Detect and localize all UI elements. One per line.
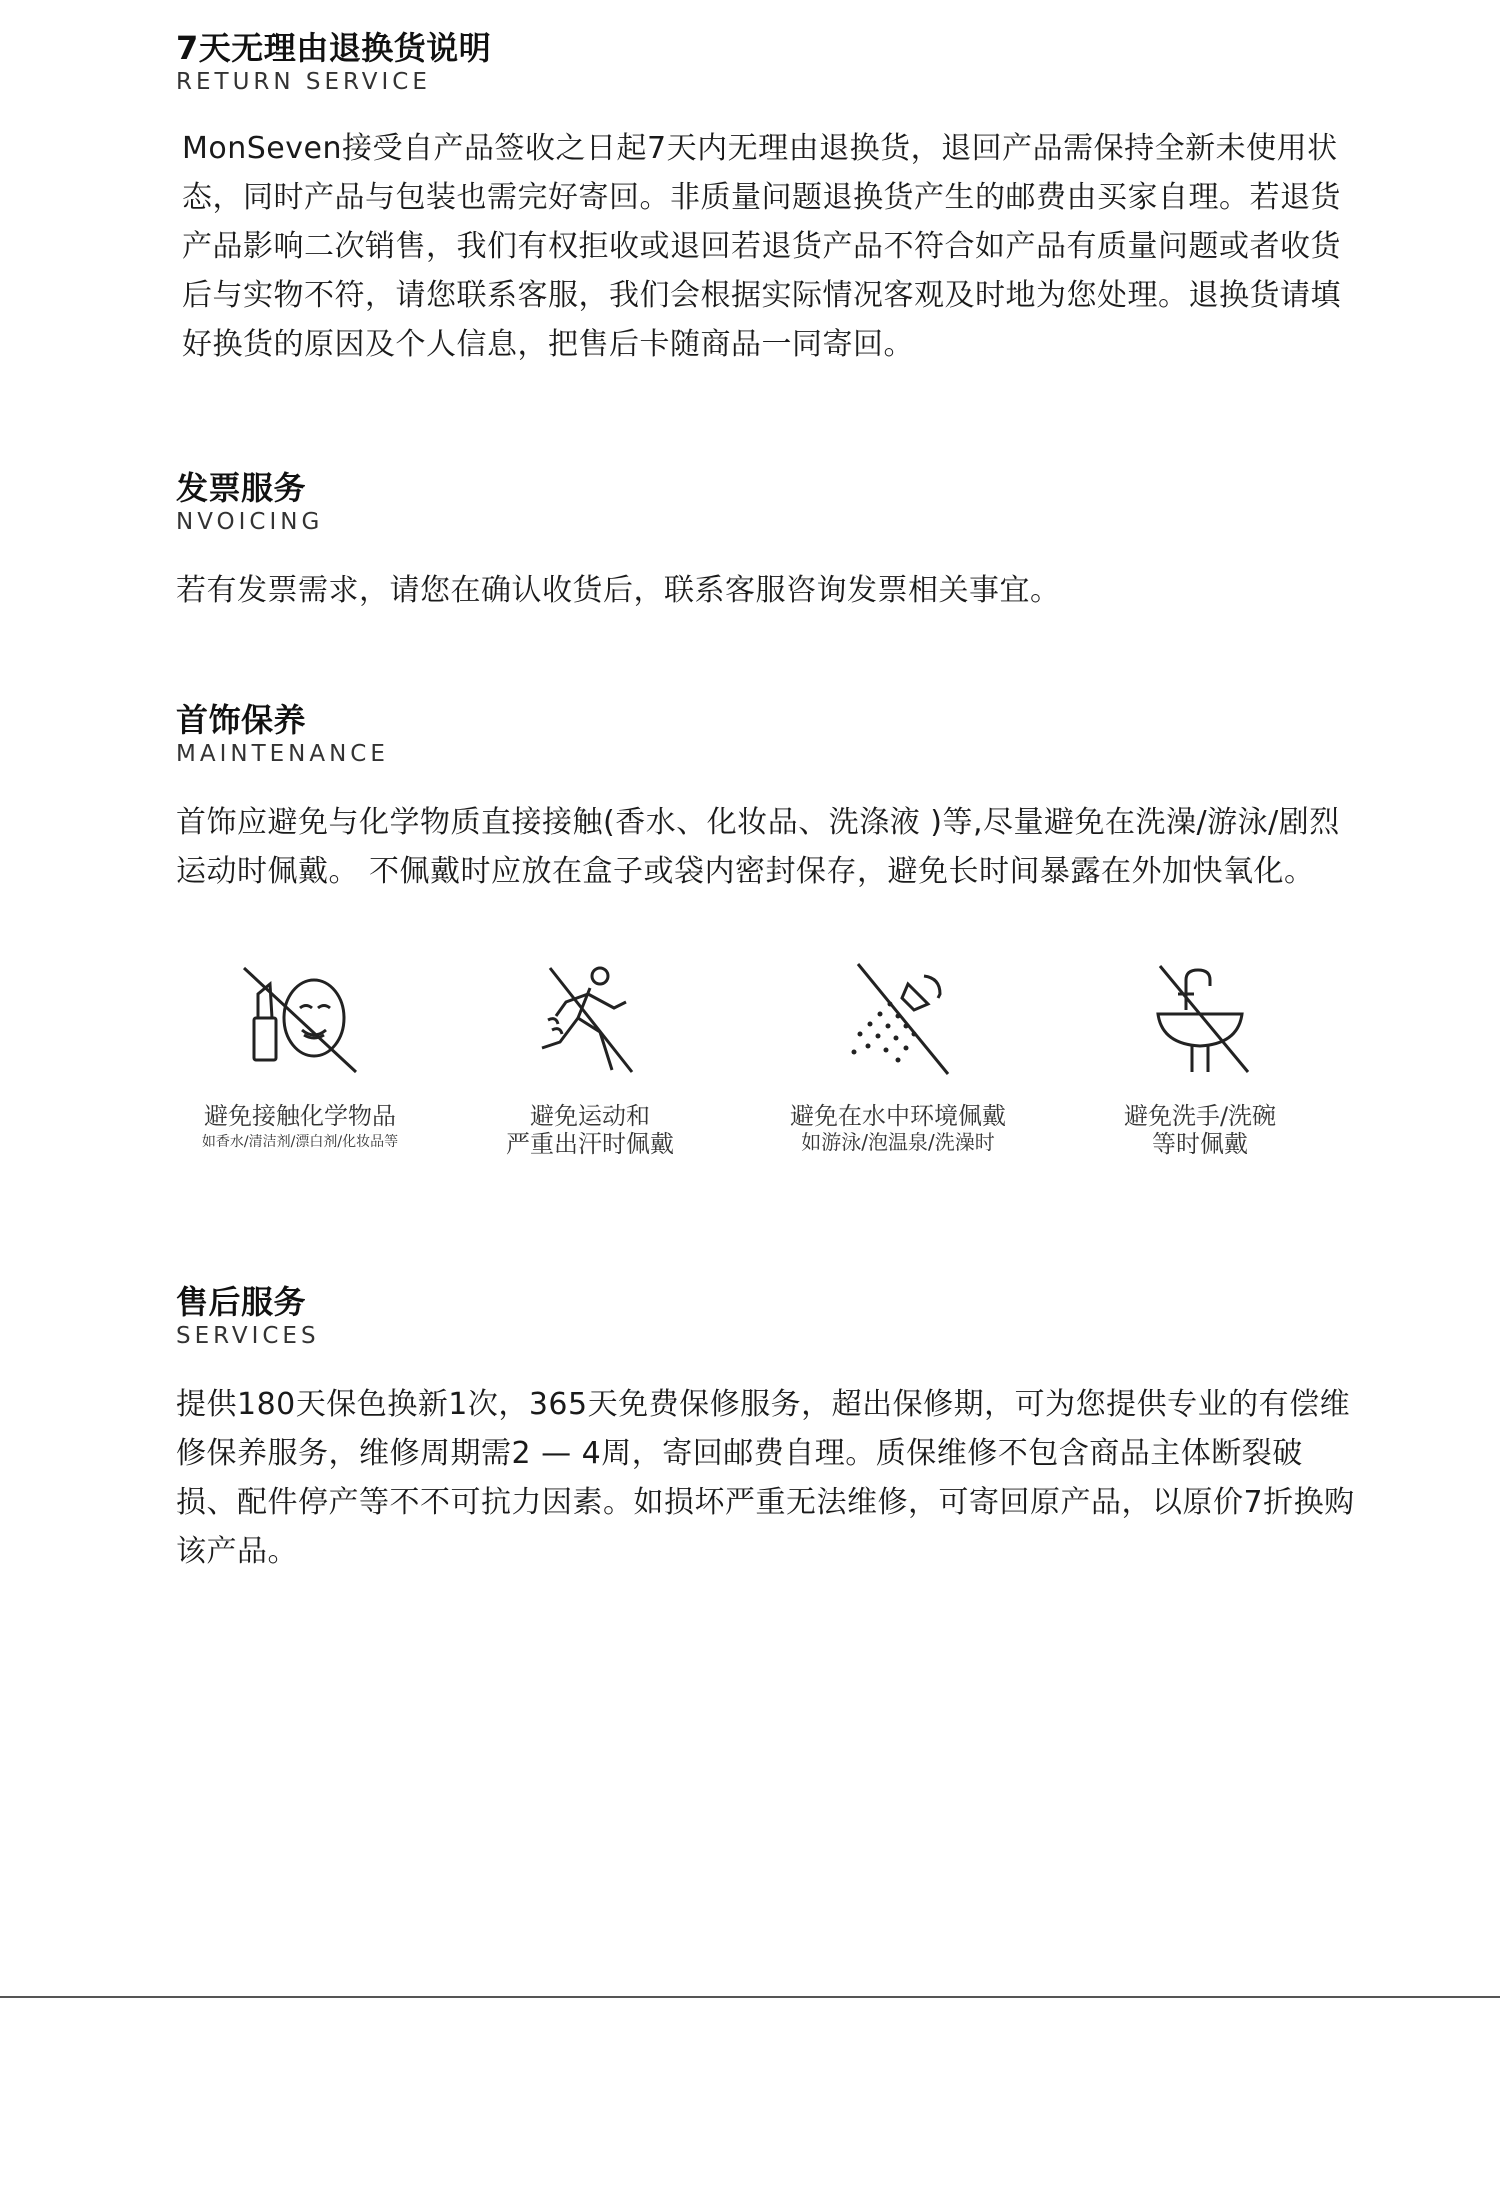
no-exercise-icon: [520, 960, 660, 1080]
invoicing-title: 发票服务: [176, 469, 307, 507]
bottom-divider: [0, 1996, 1500, 1998]
care-caption-main: 避免在水中环境佩戴: [790, 1102, 1006, 1130]
return-service-body: MonSeven接受自产品签收之日起7天内无理由退换货，退回产品需保持全新未使用状态，同时产品与包装也需完好寄回。非质量问题退换货产生的邮费由买家自理。若退货产品影响二次销售，我们有权拒收或退回若退货产品不符合如产品有质量问题或者收货后与实物不符，请您联系客服，我们会根据实际情况客观及时地为您处理。退换货请填好换货的原因及个人信息，把售后卡随商品一同寄回。: [182, 131, 1341, 362]
no-shower-icon: [828, 960, 968, 1080]
care-caption-sub: 严重出汗时佩戴: [506, 1130, 674, 1158]
care-item-washing: [1050, 960, 1350, 1158]
maintenance-title: 首饰保养: [176, 701, 307, 739]
care-item-exercise: [440, 960, 740, 1158]
maintenance-section: [176, 700, 1356, 896]
care-caption-sub: 等时佩戴: [1152, 1130, 1248, 1158]
return-service-section: [176, 28, 1356, 369]
care-caption-sub: 如香水/清洁剂/漂白剂/化妆品等: [201, 1134, 399, 1150]
return-service-title: 7天无理由退换货说明: [176, 29, 492, 67]
maintenance-body: 首饰应避免与化学物质直接接触(香水、化妆品、洗涤液 )等,尽量避免在洗澡/游泳/剧烈运动时佩戴。 不佩戴时应放在盒子或袋内密封保存，避免长时间暴露在外加快氧化。: [176, 805, 1340, 889]
services-title: 售后服务: [176, 1283, 307, 1321]
invoicing-body: 若有发票需求，请您在确认收货后，联系客服咨询发票相关事宜。: [176, 573, 1061, 608]
care-icons-row: [150, 960, 1350, 1190]
no-washing-icon: [1130, 960, 1270, 1080]
invoicing-subtitle: NVOICING: [176, 509, 324, 535]
care-caption-main: 避免运动和: [530, 1102, 650, 1130]
care-caption-main: 避免接触化学物品: [204, 1102, 396, 1130]
invoicing-section: [176, 468, 1356, 615]
services-subtitle: SERVICES: [176, 1323, 320, 1349]
care-caption-main: 避免洗手/洗碗: [1123, 1102, 1277, 1130]
care-item-water: [748, 960, 1048, 1154]
services-body: 提供180天保色换新1次，365天免费保修服务，超出保修期，可为您提供专业的有偿维修保养服务，维修周期需2 — 4周，寄回邮费自理。质保维修不包含商品主体断裂破损、配件停产等不不可抗力因素。如损坏严重无法维修，可寄回原产品，以原价7折换购该产品。: [176, 1387, 1355, 1569]
no-cosmetics-icon: [230, 960, 370, 1080]
care-item-chemicals: [150, 960, 450, 1154]
care-caption-sub: 如游泳/泡温泉/洗澡时: [801, 1130, 995, 1154]
return-service-subtitle: RETURN SERVICE: [176, 69, 431, 95]
maintenance-subtitle: MAINTENANCE: [176, 741, 389, 767]
services-section: [176, 1282, 1356, 1576]
